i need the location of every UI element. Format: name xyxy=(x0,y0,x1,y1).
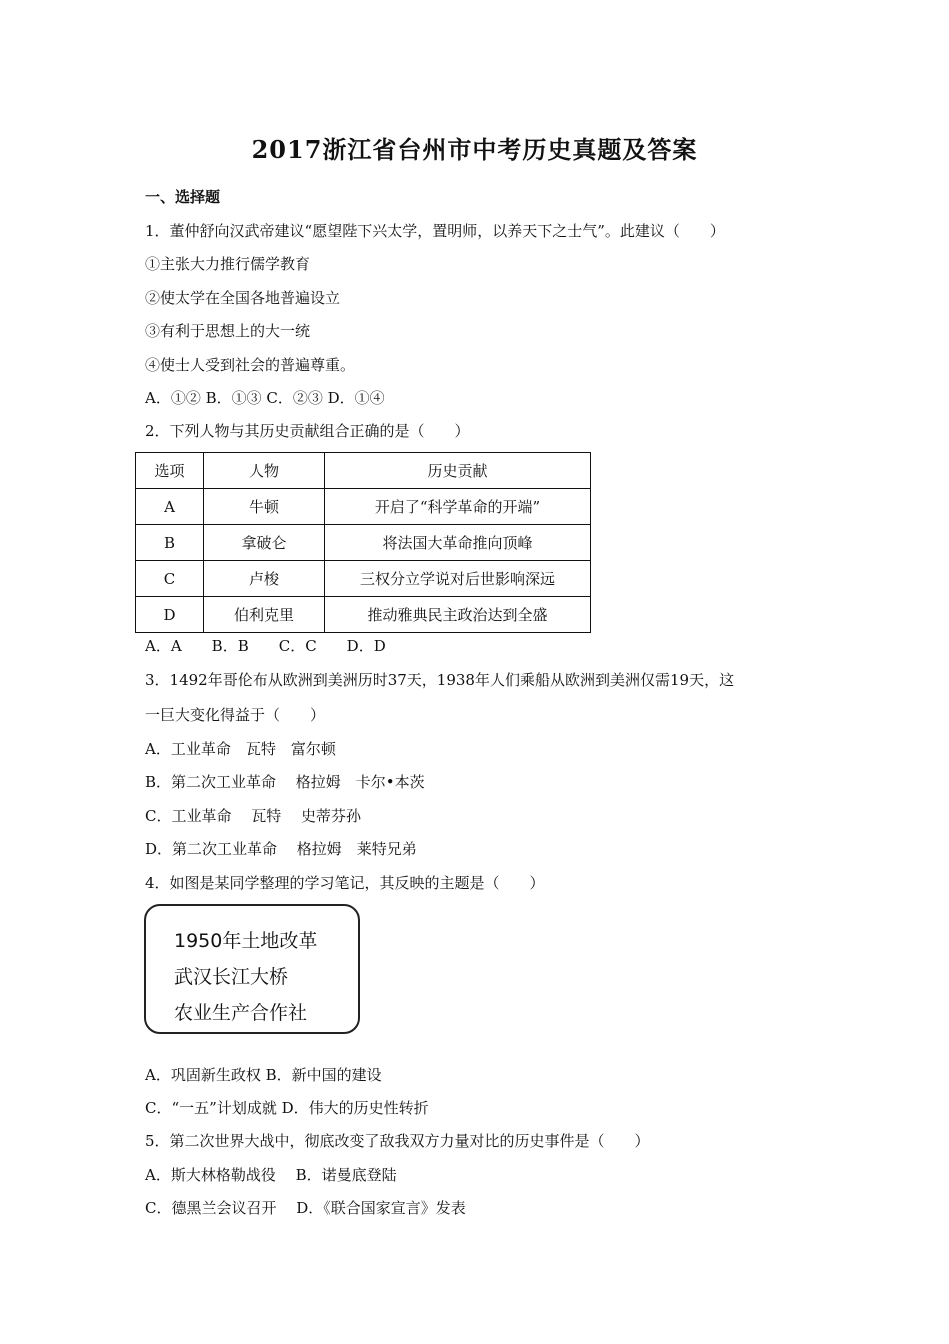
question-1-item: ①主张大力推行儒学教育 xyxy=(145,255,311,273)
table-cell: 拿破仑 xyxy=(204,525,325,561)
table-cell: 开启了“科学革命的开端” xyxy=(325,489,591,525)
table-cell: D xyxy=(136,597,204,633)
table-cell: 卢梭 xyxy=(204,561,325,597)
table-header-cell: 人物 xyxy=(204,453,325,489)
question-1-item: ②使太学在全国各地普遍设立 xyxy=(145,289,341,307)
question-3-option: D．第二次工业革命 格拉姆 莱特兄弟 xyxy=(145,840,417,858)
page-title: 2017浙江省台州市中考历史真题及答案 xyxy=(251,135,698,164)
question-5-option: C．德黑兰会议召开 D．《联合国家宣言》发表 xyxy=(145,1199,466,1217)
table-cell: C xyxy=(136,561,204,597)
table-row xyxy=(136,489,591,525)
note-line: 农业生产合作社 xyxy=(174,1002,308,1024)
question-3-option: C．工业革命 瓦特 史蒂芬孙 xyxy=(145,807,362,825)
question-1-stem: 1．董仲舒向汉武帝建议“愿望陛下兴太学，置明师，以养天下之士气”。此建议（ ） xyxy=(145,222,725,240)
table-row xyxy=(136,561,591,597)
table-cell: B xyxy=(136,525,204,561)
question-5-stem: 5．第二次世界大战中，彻底改变了敌我双方力量对比的历史事件是（ ） xyxy=(145,1132,650,1150)
question-5-option: A．斯大林格勒战役 B．诺曼底登陆 xyxy=(145,1166,397,1184)
table-cell: 推动雅典民主政治达到全盛 xyxy=(325,597,591,633)
question-1-item: ③有利于思想上的大一统 xyxy=(145,322,311,340)
question-2-options: A．A B．B C．C D．D xyxy=(145,637,386,655)
section-heading: 一、选择题 xyxy=(145,188,221,206)
note-line: 武汉长江大桥 xyxy=(174,966,289,988)
table-cell: A xyxy=(136,489,204,525)
table-cell: 将法国大革命推向顶峰 xyxy=(325,525,591,561)
question-4-stem: 4．如图是某同学整理的学习笔记，其反映的主题是（ ） xyxy=(145,874,545,892)
question-4-option: C．“一五”计划成就 D．伟大的历史性转折 xyxy=(145,1099,429,1117)
question-3-stem-continued: 一巨大变化得益于（ ） xyxy=(145,706,326,724)
question-4-option: A．巩固新生政权 B．新中国的建设 xyxy=(145,1066,382,1084)
table-cell: 牛顿 xyxy=(204,489,325,525)
note-line: 1950年土地改革 xyxy=(174,930,318,952)
table-header-cell: 选项 xyxy=(136,453,204,489)
study-note-box xyxy=(144,904,360,1034)
question-3-option: B．第二次工业革命 格拉姆 卡尔•本茨 xyxy=(145,773,425,791)
table-header-row xyxy=(136,453,591,489)
table-row xyxy=(136,597,591,633)
question-2-table xyxy=(135,452,591,633)
table-header-cell: 历史贡献 xyxy=(325,453,591,489)
table-row xyxy=(136,525,591,561)
question-1-options: A．①② B．①③ C．②③ D．①④ xyxy=(145,389,385,407)
question-1-item: ④使士人受到社会的普遍尊重。 xyxy=(145,356,356,374)
question-3-option: A．工业革命 瓦特 富尔顿 xyxy=(145,740,336,758)
table-cell: 伯利克里 xyxy=(204,597,325,633)
question-2-stem: 2．下列人物与其历史贡献组合正确的是（ ） xyxy=(145,422,470,440)
question-3-stem: 3．1492年哥伦布从欧洲到美洲历时37天，1938年人们乘船从欧洲到美洲仅需19天，这 xyxy=(145,671,735,689)
table-cell: 三权分立学说对后世影响深远 xyxy=(325,561,591,597)
